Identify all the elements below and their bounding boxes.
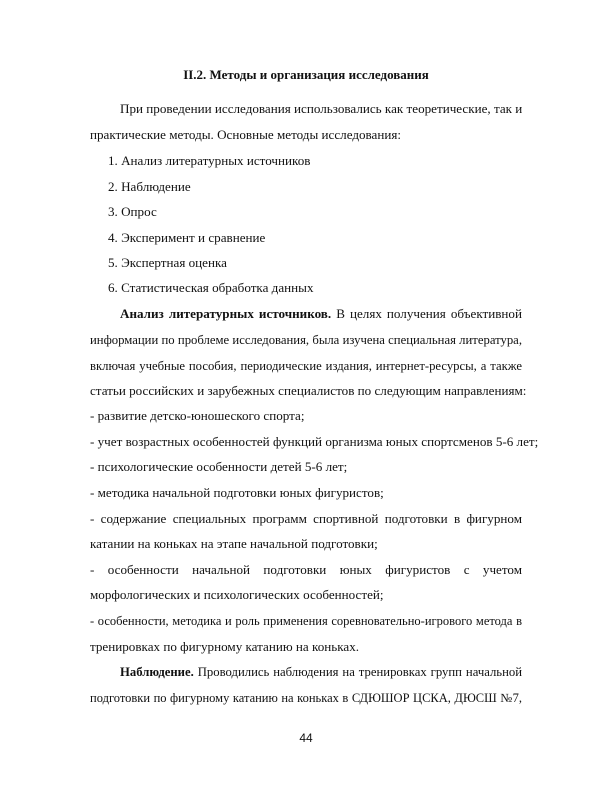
direction-item-6-line-2: морфологических и психологических особенностей;	[90, 587, 384, 602]
method-item-5: 5. Экспертная оценка	[108, 255, 227, 270]
direction-item-7-line-2: тренировках по фигурному катанию на коньках.	[90, 639, 360, 654]
direction-item-3: - психологические особенности детей 5-6 лет;	[90, 459, 348, 474]
direction-item-4: - методика начальной подготовки юных фигуристов;	[90, 485, 384, 500]
analysis-line-2: информации по проблеме исследования, была изучена специальная литература,	[90, 333, 522, 347]
analysis-line-4: статьи российских и зарубежных специалистов по следующим направлениям:	[90, 383, 527, 398]
observation-bold-label: Наблюдение.	[120, 665, 194, 679]
method-item-1: 1. Анализ литературных источников	[108, 153, 311, 168]
observation-line-1-rest: Проводились наблюдения на тренировках групп начальной	[193, 665, 522, 679]
analysis-line-1	[120, 305, 522, 323]
direction-item-5-line-2: катании на коньках на этапе начальной подготовки;	[90, 536, 378, 551]
method-item-3: 3. Опрос	[108, 204, 157, 219]
direction-item-2: - учет возрастных особенностей функций организма юных спортсменов 5-6 лет;	[90, 434, 539, 449]
method-item-2: 2. Наблюдение	[108, 179, 191, 194]
analysis-bold-label: Анализ литературных источников.	[120, 306, 332, 321]
section-heading: II.2. Методы и организация исследования	[183, 67, 429, 82]
intro-line-1: При проведении исследования использовались как теоретические, так и	[120, 101, 523, 116]
page-number: 44	[299, 731, 313, 745]
direction-item-7-line-1: - особенности, методика и роль применения соревновательно-игрового метода в	[90, 614, 522, 628]
method-item-4: 4. Эксперимент и сравнение	[108, 230, 266, 245]
observation-line-2: подготовки по фигурному катанию на коньках в СДЮШОР ЦСКА, ДЮСШ №7,	[90, 691, 522, 705]
direction-item-1: - развитие детско-юношеского спорта;	[90, 408, 305, 423]
analysis-line-1-rest: В целях получения объективной	[331, 306, 522, 321]
observation-line-1	[120, 663, 522, 681]
intro-line-2: практические методы. Основные методы исследования:	[90, 127, 402, 142]
analysis-line-3: включая учебные пособия, периодические издания, интернет-ресурсы, а также	[90, 359, 522, 373]
method-item-6: 6. Статистическая обработка данных	[108, 280, 314, 295]
direction-item-5-line-1: - содержание специальных программ спортивной подготовки в фигурном	[90, 511, 522, 526]
direction-item-6-line-1: - особенности начальной подготовки юных фигуристов с учетом	[90, 562, 522, 577]
